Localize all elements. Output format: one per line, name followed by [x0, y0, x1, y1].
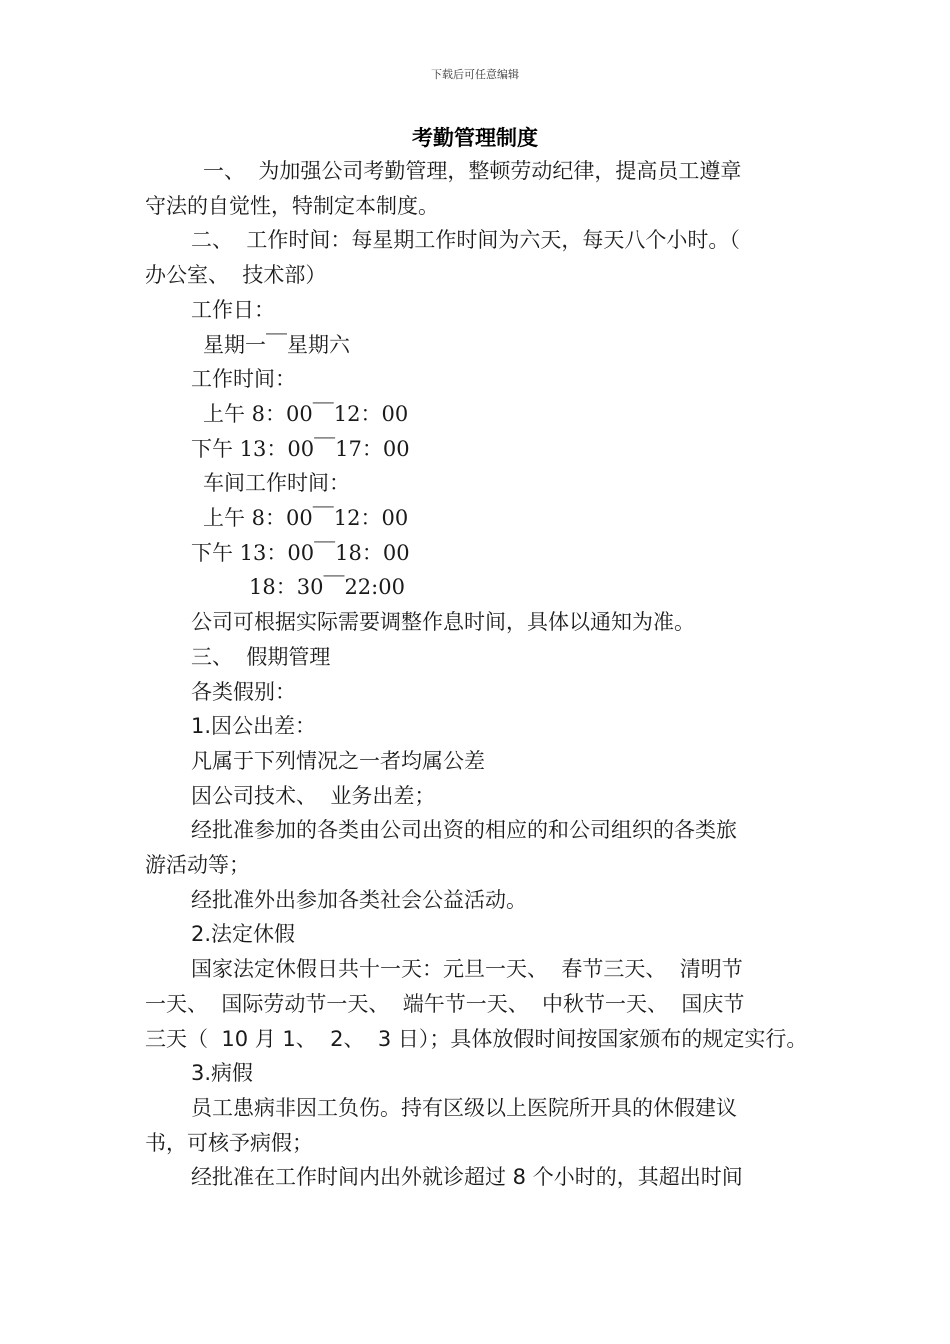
- paragraph-line: 工作日：: [191, 297, 275, 322]
- paragraph-line: 星期一￣星期六: [203, 332, 350, 357]
- paragraph-line: 上午 8：00￣12：00: [203, 506, 409, 531]
- paragraph-line: 3.病假: [191, 1061, 254, 1086]
- paragraph-line: 二、 工作时间：每星期工作时间为六天，每天八个小时。（: [191, 228, 740, 253]
- paragraph-line: 经批准参加的各类由公司出资的相应的和公司组织的各类旅: [191, 818, 737, 843]
- paragraph-line: 各类假别：: [191, 679, 296, 704]
- paragraph-line: 因公司技术、 业务出差；: [191, 783, 436, 808]
- paragraph-line: 经批准外出参加各类社会公益活动。: [191, 887, 527, 912]
- paragraph-line: 下午 13：00￣17：00: [191, 436, 410, 461]
- paragraph-line: 凡属于下列情况之一者均属公差: [191, 748, 485, 773]
- page-header-note: 下载后可任意编辑: [431, 68, 519, 81]
- paragraph-line: 车间工作时间：: [203, 471, 350, 496]
- paragraph-line: 经批准在工作时间内出外就诊超过 8 个小时的，其超出时间: [191, 1165, 743, 1190]
- paragraph-line: 办公室、 技术部）: [145, 263, 327, 288]
- paragraph-line: 国家法定休假日共十一天：元旦一天、 春节三天、 清明节: [191, 957, 743, 982]
- document-title: 考勤管理制度: [412, 126, 538, 150]
- paragraph-line: 一、 为加强公司考勤管理，整顿劳动纪律，提高员工遵章: [203, 159, 742, 183]
- paragraph-line: 员工患病非因工负伤。持有区级以上医院所开具的休假建议: [191, 1095, 737, 1120]
- paragraph-line: 1.因公出差：: [191, 714, 317, 739]
- document-body: [145, 154, 808, 1195]
- paragraph-line: 守法的自觉性，特制定本制度。: [145, 193, 439, 218]
- paragraph-line: 下午 13：00￣18：00: [191, 540, 410, 565]
- paragraph-line: 一天、 国际劳动节一天、 端午节一天、 中秋节一天、 国庆节: [145, 991, 745, 1016]
- paragraph-line: 三、 假期管理: [191, 644, 331, 669]
- paragraph-line: 公司可根据实际需要调整作息时间，具体以通知为准。: [191, 610, 695, 635]
- paragraph-line: 工作时间：: [191, 367, 296, 392]
- paragraph-line: 2.法定休假: [191, 922, 296, 947]
- paragraph-line: 18：30￣22:00: [249, 575, 405, 600]
- paragraph-line: 游活动等；: [145, 853, 250, 878]
- paragraph-line: 上午 8：00￣12：00: [203, 401, 409, 426]
- paragraph-line: 三天（ 10 月 1、 2、 3 日）；具体放假时间按国家颁布的规定实行。: [145, 1026, 808, 1051]
- paragraph-line: 书，可核予病假；: [145, 1130, 313, 1155]
